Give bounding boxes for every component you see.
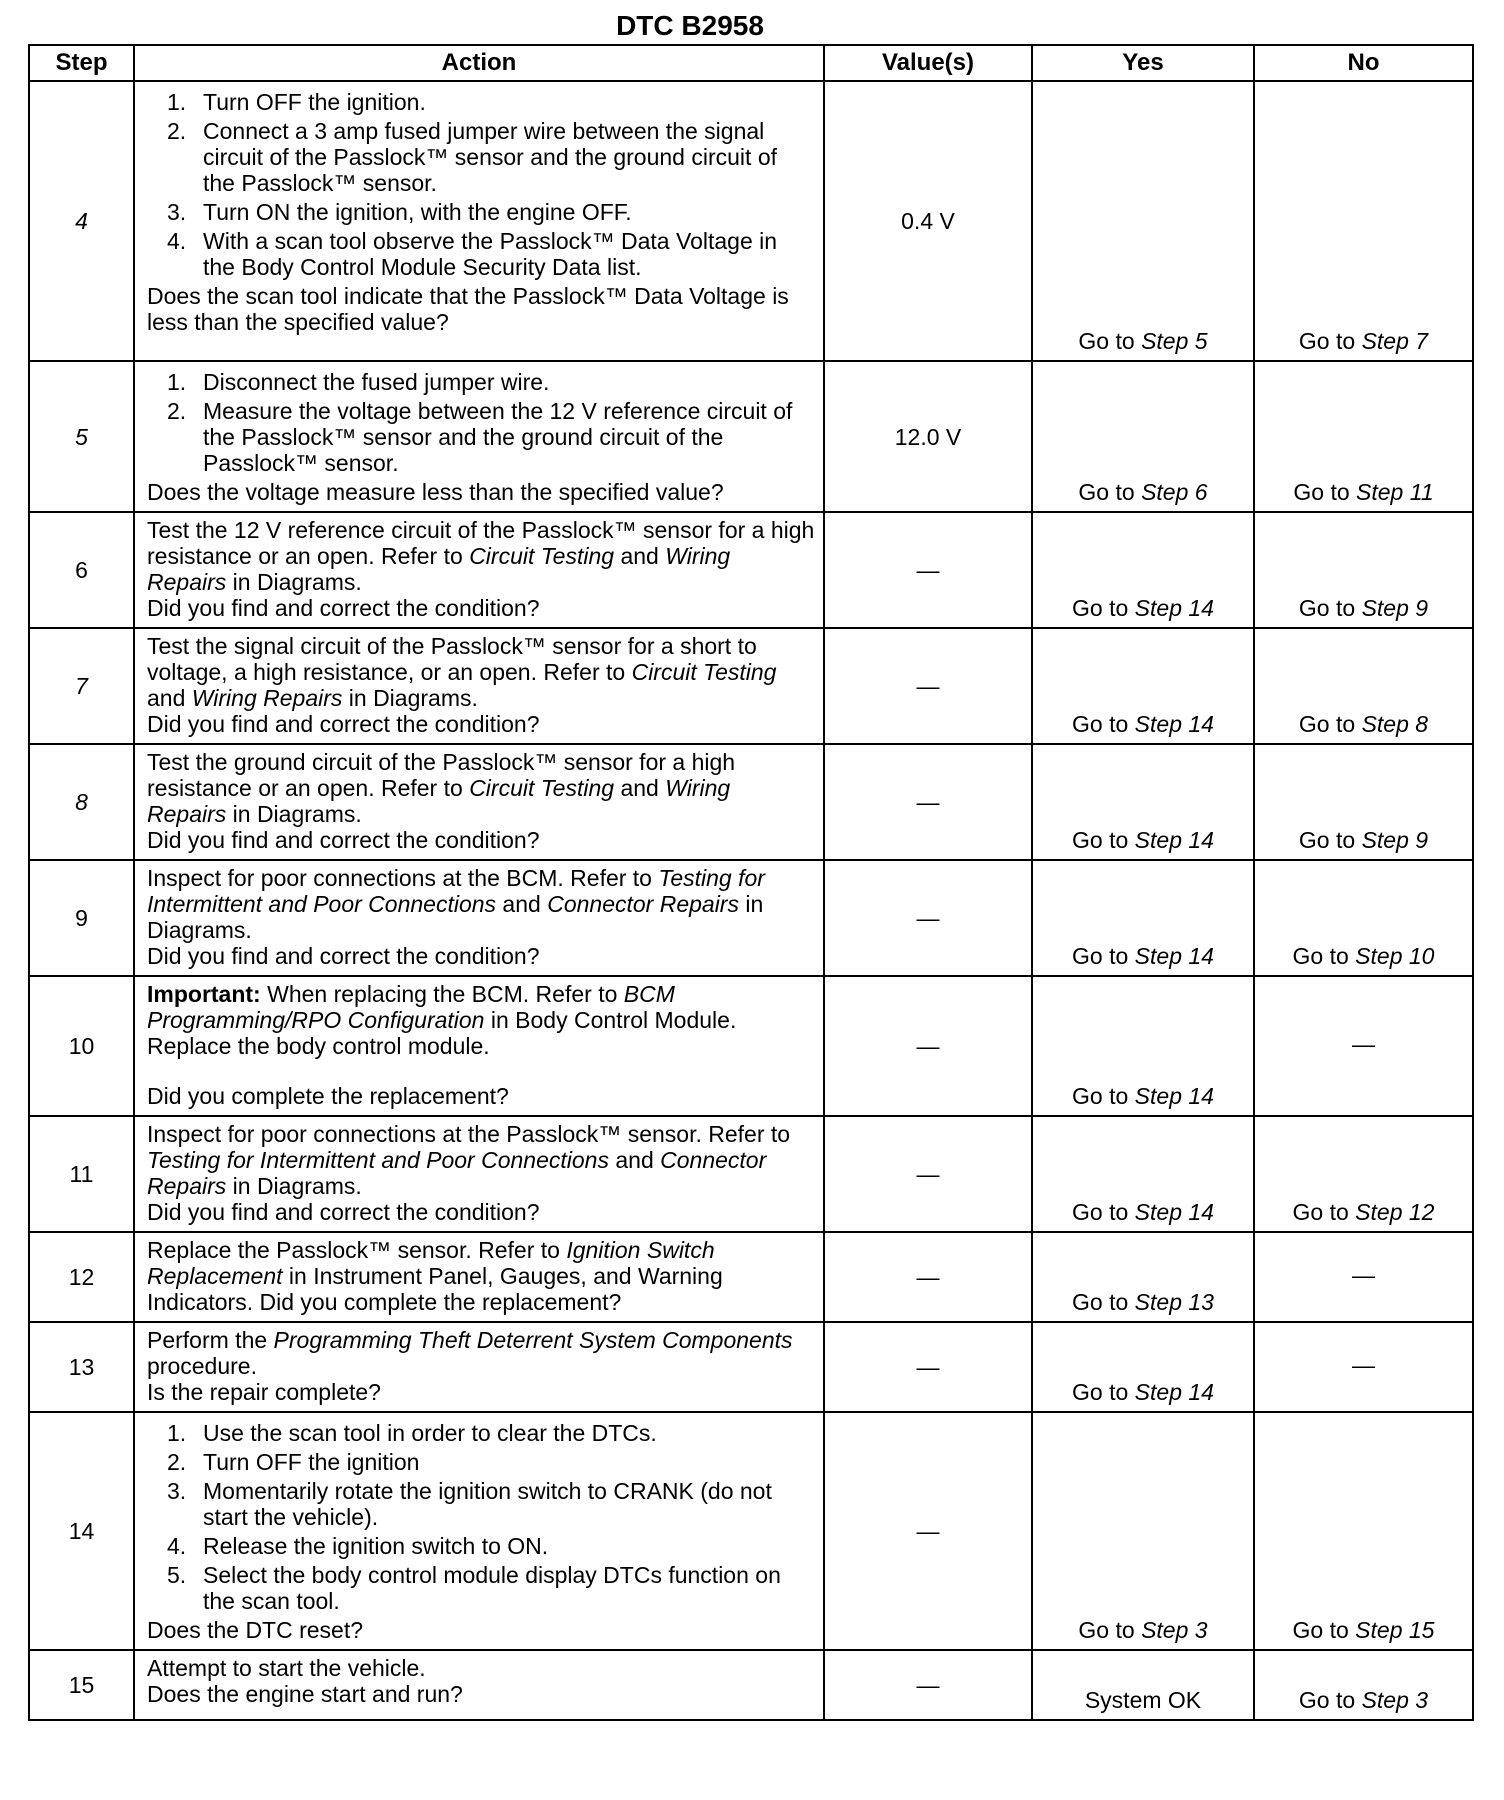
goto-prefix: Go to (1292, 1617, 1349, 1643)
list-number: 3. (167, 199, 187, 225)
yes-cell (1032, 1116, 1254, 1232)
step-number: 8 (29, 744, 134, 860)
reference-title: Testing for Intermittent and Poor Connections (147, 865, 765, 917)
table-row (29, 628, 1473, 744)
goto-prefix: Go to (1078, 479, 1135, 505)
value-cell: — (824, 1650, 1032, 1720)
no-cell (1254, 1116, 1473, 1232)
question-text: Does the DTC reset? (147, 1617, 364, 1643)
page-title: DTC B2958 (616, 10, 764, 41)
no-cell (1254, 1650, 1473, 1720)
list-text: Disconnect the fused jumper wire. (203, 369, 550, 395)
goto-step-link: Step 5 (1141, 328, 1208, 354)
value-cell: 0.4 V (824, 81, 1032, 361)
goto-prefix: Go to (1298, 328, 1356, 354)
yes-cell (1032, 628, 1254, 744)
step-number: 10 (29, 976, 134, 1116)
value-cell: — (824, 1116, 1032, 1232)
goto-prefix: Go to (1078, 1617, 1135, 1643)
list-text: Turn OFF the ignition. (203, 89, 426, 115)
col-header-action: Action (134, 45, 824, 81)
question-text: Did you complete the replacement? (147, 1083, 509, 1109)
yes-cell (1032, 860, 1254, 976)
goto-prefix: Go to (1072, 943, 1129, 969)
table-row (29, 1650, 1473, 1720)
action-cell (134, 1232, 824, 1322)
goto-step-link: Step 12 (1355, 1199, 1435, 1225)
list-item (167, 118, 815, 196)
step-number: 6 (29, 512, 134, 628)
action-text-segment: Test the 12 V reference circuit of the Passlock™ sensor for a high resistance or an open. Refer to (147, 517, 815, 569)
step-number: 15 (29, 1650, 134, 1720)
yes-cell (1032, 1322, 1254, 1412)
goto-prefix: Go to (1292, 1199, 1349, 1225)
goto-step-link: Step 6 (1141, 479, 1208, 505)
list-text: With a scan tool observe the Passlock™ Data Voltage in the Body Control Module Security Data list. (203, 228, 778, 280)
goto-prefix: Go to (1078, 328, 1135, 354)
yes-cell (1032, 81, 1254, 361)
table-row (29, 1232, 1473, 1322)
no-cell (1254, 81, 1473, 361)
goto-step-link: Step 13 (1134, 1289, 1214, 1315)
goto-prefix: Go to (1072, 1379, 1129, 1405)
list-text: Measure the voltage between the 12 V reference circuit of the Passlock™ sensor and the ground circuit of the Passlock™ sensor. (203, 398, 793, 476)
goto-prefix: Go to (1298, 1687, 1356, 1713)
step-number: 14 (29, 1412, 134, 1650)
list-number: 1. (167, 1420, 187, 1446)
diagnostic-table (28, 44, 1474, 1721)
goto-step-link: Step 14 (1134, 827, 1214, 853)
reference-title: Circuit Testing (469, 775, 615, 801)
action-text-segment: in Diagrams. (226, 1173, 362, 1199)
reference-title: Testing for Intermittent and Poor Connections (147, 1147, 609, 1173)
goto-step-link: Step 9 (1361, 827, 1429, 853)
reference-title: Wiring Repairs (147, 775, 731, 827)
action-text-segment: Inspect for poor connections at the Passlock™ sensor. Refer to (147, 1121, 791, 1147)
yes-cell (1032, 744, 1254, 860)
reference-title: Wiring Repairs (191, 685, 343, 711)
goto-step-link: Step 10 (1355, 943, 1435, 969)
yes-result: System OK (1084, 1687, 1202, 1713)
list-item (167, 369, 815, 395)
action-text-segment: and (614, 543, 666, 569)
reference-title: Wiring Repairs (147, 543, 731, 595)
no-cell (1254, 1322, 1473, 1412)
table-row (29, 976, 1473, 1116)
col-header-no: No (1254, 45, 1473, 81)
value-cell: — (824, 744, 1032, 860)
col-header-yes: Yes (1032, 45, 1254, 81)
action-text (147, 865, 815, 943)
action-cell (134, 976, 824, 1116)
list-item (167, 1420, 815, 1446)
col-header-value: Value(s) (824, 45, 1032, 81)
list-item (167, 1533, 815, 1559)
question-text: Did you find and correct the condition? (147, 943, 540, 969)
step-number: 5 (29, 361, 134, 512)
action-text-segment: Attempt to start the vehicle. (147, 1655, 426, 1681)
list-item (167, 228, 815, 280)
reference-title: Programming Theft Deterrent System Components (273, 1327, 793, 1353)
goto-prefix: Go to (1298, 827, 1356, 853)
list-number: 4. (167, 228, 187, 254)
goto-prefix: Go to (1072, 1199, 1129, 1225)
step-number: 9 (29, 860, 134, 976)
goto-step-link: Step 11 (1356, 479, 1434, 505)
action-text-segment: in Diagrams. (226, 569, 362, 595)
list-number: 3. (167, 1478, 187, 1504)
list-text: Select the body control module display DTCs function on the scan tool. (203, 1562, 781, 1614)
goto-prefix: Go to (1293, 479, 1350, 505)
action-text-segment: in Diagrams. (342, 685, 478, 711)
goto-step-link: Step 14 (1134, 711, 1214, 737)
question-text: Does the engine start and run? (147, 1681, 463, 1707)
goto-prefix: Go to (1298, 711, 1356, 737)
value-cell: — (824, 512, 1032, 628)
question-text: Does the voltage measure less than the specified value? (147, 479, 724, 505)
action-cell (134, 744, 824, 860)
action-text-segment: procedure. (147, 1353, 257, 1379)
goto-step-link: Step 8 (1361, 711, 1429, 737)
action-text-segment: and (614, 775, 666, 801)
list-item (167, 398, 815, 476)
reference-title: Connector Repairs (147, 1147, 767, 1199)
question-text: Is the repair complete? (147, 1379, 381, 1405)
goto-step-link: Step 14 (1134, 943, 1214, 969)
col-header-step: Step (29, 45, 134, 81)
action-text-segment: Replace the Passlock™ sensor. Refer to (147, 1237, 567, 1263)
action-text-segment: Inspect for poor connections at the BCM. Refer to (147, 865, 659, 891)
goto-step-link: Step 14 (1134, 1199, 1214, 1225)
action-text (147, 1655, 815, 1681)
list-item (167, 199, 815, 225)
reference-title: Circuit Testing (469, 543, 615, 569)
no-result: — (1352, 1351, 1375, 1378)
no-result: — (1352, 1030, 1375, 1057)
list-item (167, 1449, 815, 1475)
list-text: Momentarily rotate the ignition switch to CRANK (do not start the vehicle). (203, 1478, 772, 1530)
table-row (29, 512, 1473, 628)
goto-step-link: Step 3 (1361, 1687, 1429, 1713)
list-text: Release the ignition switch to ON. (203, 1533, 549, 1559)
goto-step-link: Step 3 (1141, 1617, 1208, 1643)
action-text (147, 1121, 815, 1199)
no-cell (1254, 361, 1473, 512)
action-cell (134, 81, 824, 361)
action-cell (134, 512, 824, 628)
no-cell (1254, 744, 1473, 860)
goto-prefix: Go to (1072, 595, 1129, 621)
action-text-segment: Perform the (147, 1327, 274, 1353)
no-cell (1254, 512, 1473, 628)
table-row (29, 81, 1473, 361)
list-text: Turn OFF the ignition (203, 1449, 420, 1475)
action-text-segment: and (608, 1147, 661, 1173)
yes-cell (1032, 512, 1254, 628)
step-number: 4 (29, 81, 134, 361)
value-cell: — (824, 860, 1032, 976)
action-text: Replace the body control module. (147, 1033, 490, 1059)
reference-title: BCM Programming/RPO Configuration (147, 981, 675, 1033)
list-item (167, 1562, 815, 1614)
goto-prefix: Go to (1072, 827, 1129, 853)
action-text-segment: and (147, 685, 192, 711)
action-text (147, 517, 815, 595)
value-cell: — (824, 1232, 1032, 1322)
goto-step-link: Step 15 (1355, 1617, 1435, 1643)
action-cell (134, 860, 824, 976)
goto-prefix: Go to (1072, 711, 1129, 737)
yes-cell (1032, 1232, 1254, 1322)
goto-prefix: Go to (1072, 1083, 1129, 1109)
action-text (147, 1237, 815, 1315)
action-cell (134, 1412, 824, 1650)
goto-step-link: Step 7 (1361, 328, 1429, 354)
goto-step-link: Step 14 (1134, 1379, 1214, 1405)
table-row (29, 1412, 1473, 1650)
yes-cell (1032, 1650, 1254, 1720)
list-number: 1. (167, 369, 187, 395)
goto-prefix: Go to (1292, 943, 1349, 969)
action-text-segment: and (496, 891, 548, 917)
action-text-segment: in Diagrams. (226, 801, 362, 827)
value-cell: — (824, 628, 1032, 744)
list-number: 1. (167, 89, 187, 115)
goto-prefix: Go to (1072, 1289, 1129, 1315)
action-text (147, 1327, 815, 1379)
reference-title: Ignition Switch Replacement (147, 1237, 715, 1289)
spacer (147, 1059, 815, 1083)
value-cell: 12.0 V (824, 361, 1032, 512)
list-number: 5. (167, 1562, 187, 1588)
no-cell (1254, 1412, 1473, 1650)
question-text: Did you find and correct the condition? (147, 1199, 540, 1225)
header-row (29, 45, 1473, 81)
question-text: Did you find and correct the condition? (147, 595, 540, 621)
no-cell (1254, 976, 1473, 1116)
list-number: 2. (167, 398, 187, 424)
list-number: 4. (167, 1533, 187, 1559)
action-cell (134, 1116, 824, 1232)
action-cell (134, 1322, 824, 1412)
goto-step-link: Step 9 (1361, 595, 1429, 621)
no-cell (1254, 860, 1473, 976)
table-row (29, 744, 1473, 860)
value-cell: — (824, 1322, 1032, 1412)
step-number: 13 (29, 1322, 134, 1412)
no-result: — (1352, 1261, 1375, 1288)
list-item (167, 89, 815, 115)
action-text-segment: Test the signal circuit of the Passlock™ sensor for a short to voltage, a high resistance, or an open. Refer to (147, 633, 757, 685)
goto-step-link: Step 14 (1134, 1083, 1214, 1109)
list-item (167, 1478, 815, 1530)
step-number: 7 (29, 628, 134, 744)
yes-cell (1032, 976, 1254, 1116)
action-cell (134, 628, 824, 744)
list-text: Turn ON the ignition, with the engine OFF. (203, 199, 632, 225)
value-cell: — (824, 976, 1032, 1116)
no-cell (1254, 628, 1473, 744)
list-number: 2. (167, 118, 187, 144)
value-cell: — (824, 1412, 1032, 1650)
question-text: Did you find and correct the condition? (147, 827, 540, 853)
action-cell (134, 361, 824, 512)
goto-prefix: Go to (1298, 595, 1356, 621)
important-label: Important: (147, 981, 261, 1007)
step-number: 12 (29, 1232, 134, 1322)
list-number: 2. (167, 1449, 187, 1475)
no-cell (1254, 1232, 1473, 1322)
goto-step-link: Step 14 (1134, 595, 1214, 621)
action-text-segment: in Diagrams. (147, 891, 764, 943)
table-row (29, 1116, 1473, 1232)
table-row (29, 1322, 1473, 1412)
yes-cell (1032, 361, 1254, 512)
reference-title: Connector Repairs (547, 891, 739, 917)
action-text-segment: When replacing the BCM. Refer to (260, 981, 624, 1007)
list-text: Use the scan tool in order to clear the DTCs. (203, 1420, 657, 1446)
question-text: Does the scan tool indicate that the Passlock™ Data Voltage is less than the specified value? (147, 283, 789, 335)
yes-cell (1032, 1412, 1254, 1650)
step-number: 11 (29, 1116, 134, 1232)
action-text (147, 749, 815, 827)
reference-title: Circuit Testing (631, 659, 777, 685)
list-text: Connect a 3 amp fused jumper wire between the signal circuit of the Passlock™ sensor and the ground circuit of the Passlock™ sensor. (203, 118, 778, 196)
action-cell (134, 1650, 824, 1720)
action-text (147, 981, 815, 1033)
question-text: Did you find and correct the condition? (147, 711, 540, 737)
table-row (29, 361, 1473, 512)
action-text-segment: Test the ground circuit of the Passlock™ sensor for a high resistance or an open. Refer to (147, 749, 736, 801)
table-row (29, 860, 1473, 976)
action-text-segment: in Instrument Panel, Gauges, and Warning Indicators. Did you complete the replacement? (147, 1263, 723, 1315)
action-text (147, 633, 815, 711)
action-text-segment: in Body Control Module. (484, 1007, 737, 1033)
